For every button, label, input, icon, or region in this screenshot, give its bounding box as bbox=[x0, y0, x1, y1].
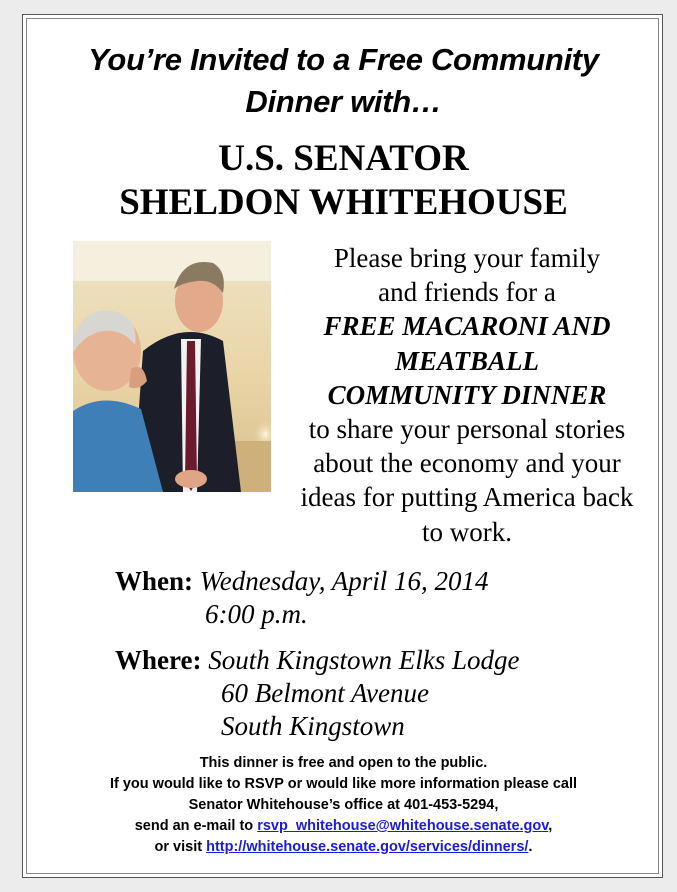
url-prefix: or visit bbox=[154, 839, 207, 855]
when-label: When: bbox=[115, 566, 194, 596]
senator-photo bbox=[73, 241, 271, 492]
venue-town: South Kingstown bbox=[221, 711, 405, 741]
invitation-headline bbox=[23, 39, 664, 123]
when-row bbox=[115, 565, 489, 598]
invitation-body bbox=[285, 241, 649, 549]
flyer bbox=[22, 14, 663, 878]
body-line: about the economy and your bbox=[313, 448, 621, 479]
email-prefix: send an e-mail to bbox=[134, 818, 258, 834]
event-date: Wednesday, April 16, 2014 bbox=[199, 566, 489, 596]
email-line bbox=[23, 816, 664, 837]
senator-title bbox=[23, 137, 664, 225]
url-suffix: . bbox=[528, 839, 533, 855]
venue-address-row bbox=[221, 677, 429, 710]
event-time: 6:00 p.m. bbox=[205, 599, 308, 629]
contact-footer bbox=[23, 753, 664, 858]
url-line bbox=[23, 837, 664, 858]
dinner-highlight: COMMUNITY DINNER bbox=[327, 379, 607, 410]
body-line: to share your personal stories bbox=[308, 414, 626, 445]
dinner-highlight: FREE MACARONI AND bbox=[323, 311, 611, 342]
body-line: ideas for putting America back bbox=[300, 482, 634, 513]
dinners-website-link[interactable]: http://whitehouse.senate.gov/services/dinners/ bbox=[206, 839, 529, 855]
venue-town-row bbox=[221, 710, 405, 743]
footer-line: This dinner is free and open to the public. bbox=[199, 755, 488, 771]
senator-line-2: SHELDON WHITEHOUSE bbox=[119, 182, 568, 223]
venue-address: 60 Belmont Avenue bbox=[221, 678, 429, 708]
body-line: and friends for a bbox=[378, 277, 556, 308]
senator-line-1: U.S. SENATOR bbox=[218, 138, 469, 179]
headline-line-2: Dinner with… bbox=[245, 84, 442, 119]
where-row bbox=[115, 644, 520, 677]
event-time-row bbox=[205, 598, 308, 631]
headline-line-1: You’re Invited to a Free Community bbox=[88, 42, 599, 77]
footer-line: If you would like to RSVP or would like more information please call bbox=[109, 776, 578, 792]
email-suffix: , bbox=[548, 818, 553, 834]
where-label: Where: bbox=[115, 645, 202, 675]
footer-line: Senator Whitehouse’s office at 401-453-5294, bbox=[188, 797, 499, 813]
venue-name: South Kingstown Elks Lodge bbox=[208, 645, 520, 675]
body-line: Please bring your family bbox=[333, 243, 601, 273]
rsvp-email-link[interactable]: rsvp_whitehouse@whitehouse.senate.gov bbox=[257, 818, 549, 834]
dinner-highlight: MEATBALL bbox=[394, 345, 540, 376]
body-line: to work. bbox=[422, 516, 512, 547]
